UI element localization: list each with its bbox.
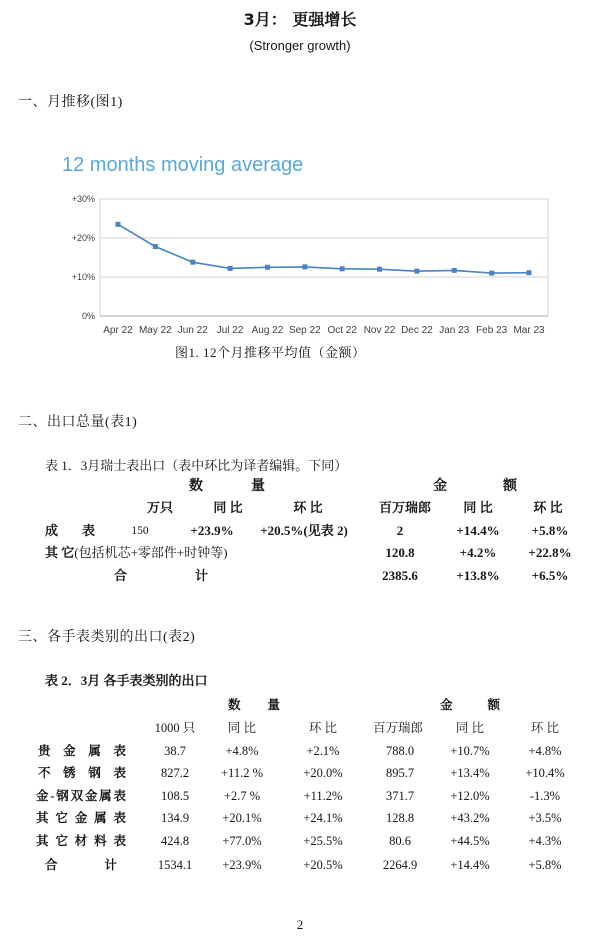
row-label: 其它金属表: [36, 811, 126, 825]
y-axis: [72, 194, 95, 321]
table-row: [0, 544, 600, 562]
x-tick-label: Jul 22: [216, 325, 244, 336]
cell-amount: 2264.9: [382, 858, 418, 872]
cell-amount-mom: +4.3%: [528, 834, 562, 848]
data-point: [414, 269, 419, 274]
row-label-text: 其 它: [45, 545, 75, 560]
figure-caption: 图1. 12个月推移平均值（金额）: [175, 345, 366, 360]
y-tick-label: +20%: [71, 233, 95, 243]
cell-quantity: 38.7: [164, 744, 186, 758]
x-tick-label: Aug 22: [251, 325, 284, 336]
cell-quantity-yoy: +77.0%: [222, 834, 262, 848]
table-row-total: [0, 856, 600, 874]
cell-quantity-mom: +11.2%: [303, 789, 343, 803]
cell-quantity-yoy: +20.1%: [222, 811, 262, 825]
column-header: 同 比: [455, 721, 485, 735]
table-row: [0, 832, 600, 850]
page-number: 2: [296, 917, 304, 932]
chart-series: [116, 222, 532, 276]
cell-amount-yoy: +13.4%: [450, 766, 490, 780]
table-row-total: [0, 567, 600, 585]
x-tick-label: Jun 22: [177, 325, 208, 336]
cell-quantity-yoy: +4.8%: [225, 744, 259, 758]
data-point: [302, 264, 307, 269]
row-label: 合 计: [114, 568, 208, 583]
row-label: 金-钢双金属表: [36, 789, 126, 803]
cell-quantity: 424.8: [160, 834, 190, 848]
cell-quantity-yoy: +11.2 %: [221, 766, 263, 780]
cell-amount: 80.6: [389, 834, 411, 848]
x-tick-label: Sep 22: [288, 325, 321, 336]
page-title: 3月： 更强增长: [243, 10, 357, 29]
column-header: 百万瑞郎: [378, 500, 432, 515]
y-tick-label: +10%: [71, 272, 95, 282]
data-point: [527, 270, 532, 275]
data-point: [190, 260, 195, 265]
row-label: [45, 544, 228, 562]
cell-quantity-mom: +2.1%: [306, 744, 340, 758]
cell-amount-yoy: +13.8%: [456, 568, 500, 583]
cell-amount-yoy: +12.0%: [450, 789, 490, 803]
cell-quantity-mom: +25.5%: [303, 834, 343, 848]
chart-title: 12 months moving average: [62, 154, 304, 176]
x-tick-label: Oct 22: [327, 325, 357, 336]
column-header: 1000 只: [154, 721, 196, 735]
data-point: [377, 267, 382, 272]
amount-header: 金 额: [433, 479, 517, 494]
column-header: 环 比: [308, 721, 338, 735]
cell-amount-mom: +5.8%: [531, 523, 569, 538]
row-label-note: (包括机芯+零部件+时钟等): [74, 545, 228, 560]
cell-quantity-mom: +24.1%: [303, 811, 343, 825]
cell-amount: 120.8: [385, 545, 415, 560]
table-row: [0, 764, 600, 782]
x-tick-label: Nov 22: [363, 325, 396, 336]
column-header: 同 比: [227, 721, 257, 735]
data-point: [116, 222, 121, 227]
cell-amount-yoy: +4.2%: [459, 545, 497, 560]
cell-amount: 895.7: [385, 766, 415, 780]
column-header: 环 比: [533, 500, 563, 515]
amount-header: 金 额: [440, 698, 500, 712]
cell-quantity: 827.2: [160, 766, 190, 780]
data-point: [340, 266, 345, 271]
section-heading-trend: 一、月推移(图1): [18, 95, 123, 110]
row-label: 贵 金 属 表: [38, 744, 126, 758]
cell-amount-mom: -1.3%: [529, 789, 561, 803]
cell-amount-yoy: +14.4%: [456, 523, 500, 538]
column-header: 环 比: [530, 721, 560, 735]
table-row: [0, 522, 600, 540]
column-header: 同 比: [463, 500, 493, 515]
cell-amount-mom: +5.8%: [528, 858, 562, 872]
section-heading-total-exports: 二、出口总量(表1): [18, 415, 138, 430]
cell-amount-yoy: +10.7%: [450, 744, 490, 758]
x-tick-label: Jan 23: [439, 325, 470, 336]
section-heading-categories: 三、各手表类别的出口(表2): [18, 630, 196, 645]
cell-quantity-yoy: +23.9%: [222, 858, 262, 872]
y-tick-label: +30%: [71, 194, 95, 204]
table2-title: 表 2．3月 各手表类别的出口: [45, 673, 208, 688]
x-tick-label: Dec 22: [401, 325, 433, 336]
data-point: [452, 268, 457, 273]
cell-quantity-mom: +20.0%: [303, 766, 343, 780]
chart-grid: [100, 199, 548, 316]
table2-group-header: [0, 696, 600, 714]
x-tick-label: Mar 23: [513, 325, 545, 336]
cell-amount-mom: +10.4%: [525, 766, 565, 780]
moving-average-line-chart: [50, 140, 560, 340]
cell-amount: 788.0: [385, 744, 415, 758]
column-header: 环 比: [293, 500, 323, 515]
cell-quantity: 1534.1: [157, 858, 193, 872]
data-point: [228, 266, 233, 271]
row-label: 其它材料表: [36, 834, 126, 848]
x-tick-label: May 22: [138, 325, 172, 336]
column-header: 万只: [146, 500, 174, 515]
row-label: 合 计: [45, 858, 117, 872]
quantity-header: 数 量: [189, 479, 265, 494]
table1-group-header: [0, 478, 600, 496]
series-line: [118, 224, 529, 273]
data-point: [489, 271, 494, 276]
table-row: [0, 742, 600, 760]
cell-quantity: 134.9: [160, 811, 190, 825]
cell-amount: 128.8: [385, 811, 415, 825]
quantity-header: 数 量: [228, 698, 280, 712]
row-label: 不 锈 钢 表: [38, 766, 126, 780]
cell-amount-mom: +6.5%: [531, 568, 569, 583]
cell-amount: 2385.6: [382, 568, 418, 583]
table-row: [0, 809, 600, 827]
table1-title: 表 1．3月瑞士表出口（表中环比为译者编辑。下同）: [45, 458, 348, 473]
plot-frame: [100, 199, 548, 316]
page-subtitle: (Stronger growth): [249, 38, 351, 53]
row-label: 成 表: [45, 523, 95, 538]
cell-amount-mom: +3.5%: [528, 811, 562, 825]
cell-quantity: 108.5: [160, 789, 190, 803]
cell-amount: 2: [396, 523, 404, 538]
table2-subheader-row: [0, 719, 600, 737]
cell-quantity: 150: [131, 525, 149, 537]
data-point: [153, 244, 158, 249]
column-header: 百万瑞郎: [372, 721, 424, 735]
cell-quantity-yoy: +2.7 %: [223, 789, 261, 803]
cell-quantity-yoy: +23.9%: [190, 523, 234, 538]
data-point: [265, 265, 270, 270]
x-tick-label: Apr 22: [103, 325, 133, 336]
cell-quantity-mom: +20.5%: [303, 858, 343, 872]
cell-amount-mom: +4.8%: [528, 744, 562, 758]
cell-amount-yoy: +43.2%: [450, 811, 490, 825]
table-row: [0, 787, 600, 805]
cell-amount-yoy: +14.4%: [450, 858, 490, 872]
column-header: 同 比: [213, 500, 243, 515]
table1-subheader-row: [0, 499, 600, 517]
cell-amount-mom: +22.8%: [528, 545, 572, 560]
x-tick-label: Feb 23: [476, 325, 508, 336]
y-tick-label: 0%: [81, 311, 95, 321]
cell-quantity-mom: +20.5%(见表 2): [260, 523, 348, 538]
x-axis: [103, 325, 545, 336]
cell-amount-yoy: +44.5%: [450, 834, 490, 848]
cell-amount: 371.7: [385, 789, 415, 803]
